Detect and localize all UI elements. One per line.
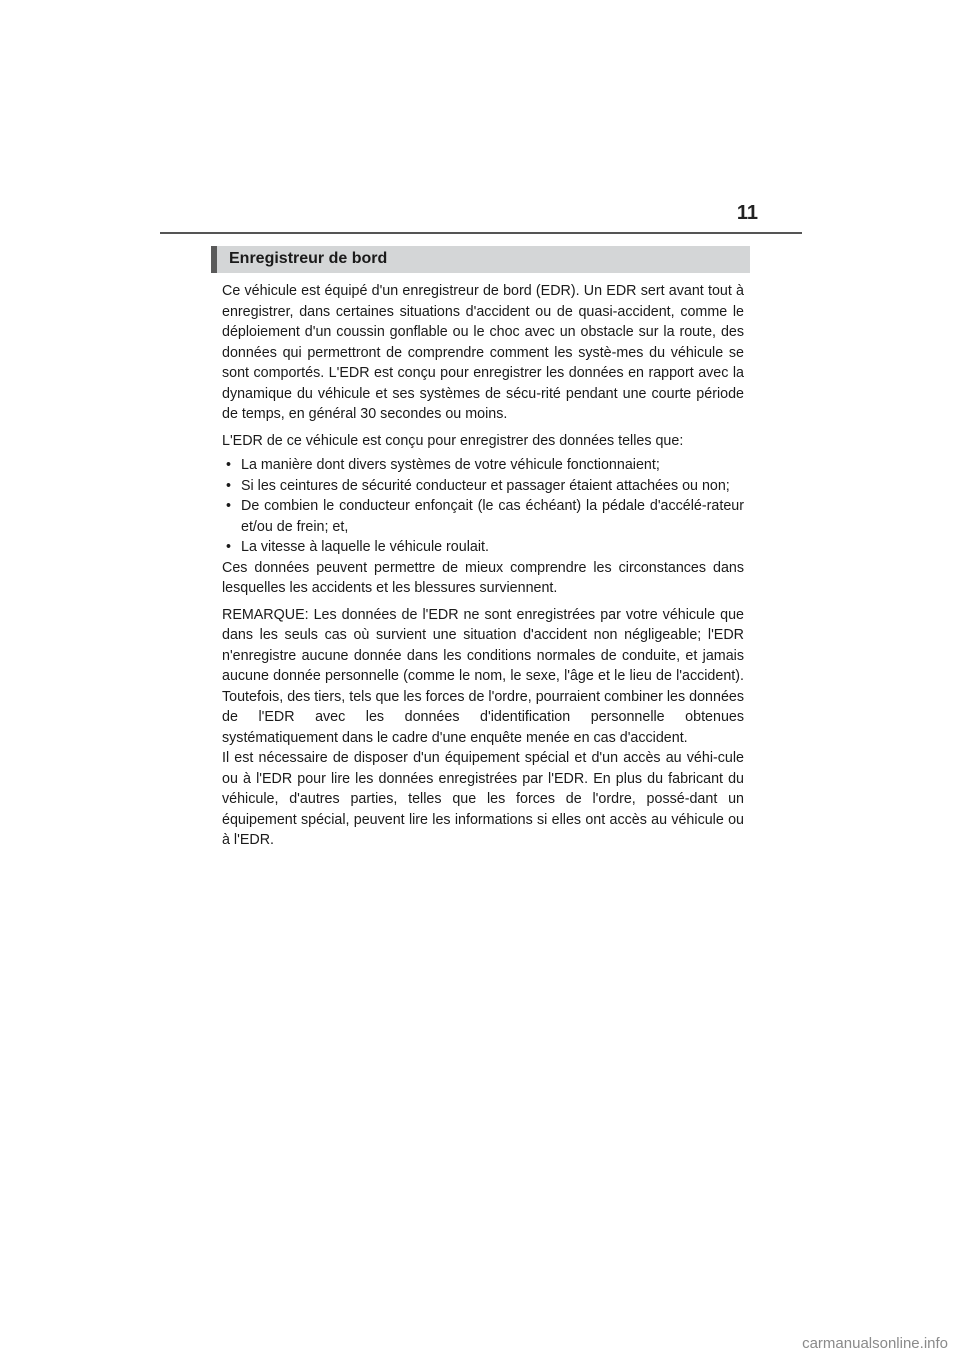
paragraph-edr-data-intro: L'EDR de ce véhicule est conçu pour enregistrer des données telles que: bbox=[222, 432, 684, 449]
section-header bbox=[211, 246, 750, 273]
list-item: • Si les ceintures de sécurité conducteur et passager étaient attachées ou non; bbox=[222, 476, 744, 497]
paragraph-edr-intro: Ce véhicule est équipé d'un enregistreur de bord (EDR). Un EDR sert avant tout à enregistrer, dans certaines situations d'accident ou de quasi-accident, comme le déploiement d'un coussin gonflable ou le choc avec un obstacle sur la route, des données qui permettront de comprendre comment les systè-mes du véhicule se sont comportés. L'EDR est conçu pour enregistrer les données en rapport avec la dynamique du véhicule et ses systèmes de sécu-rité pendant une courte période de temps, en général 30 secondes ou moins. bbox=[222, 283, 744, 422]
recorded-data-list bbox=[222, 455, 744, 558]
list-item: • La vitesse à laquelle le véhicule roulait. bbox=[222, 537, 744, 558]
section-title: Enregistreur de bord bbox=[229, 250, 388, 267]
header-rule bbox=[160, 232, 802, 234]
list-item: • De combien le conducteur enfonçait (le cas échéant) la pédale d'accélé-rateur et/ou de frein; et, bbox=[222, 496, 744, 537]
list-item: • La manière dont divers systèmes de votre véhicule fonctionnaient; bbox=[222, 455, 744, 476]
watermark-link[interactable]: carmanualsonline.info bbox=[802, 1335, 948, 1352]
section-content bbox=[222, 281, 744, 851]
page-number: 11 bbox=[736, 202, 758, 224]
paragraph-circumstances: Ces données peuvent permettre de mieux comprendre les circonstances dans lesquelles les accidents et les blessures surviennent. bbox=[222, 559, 744, 596]
paragraph-remark: REMARQUE: Les données de l'EDR ne sont enregistrées par votre véhicule que dans les seuls cas où survient une situation d'accident non négligeable; l'EDR n'enregistre aucune donnée dans les conditions normales de conduite, et jamais aucune donnée personnelle (comme le nom, le sexe, l'âge et le lieu de l'accident). Toutefois, des tiers, tels que les forces de l'ordre, pourraient combiner les données de l'EDR avec les données d'identification personnelle obtenues systématiquement dans le cadre d'une enquête menée en cas d'accident. bbox=[222, 606, 744, 746]
paragraph-special-equipment: Il est nécessaire de disposer d'un équipement spécial et d'un accès au véhi-cule ou à l'EDR pour lire les données enregistrées par l'EDR. En plus du fabricant du véhicule, d'autres parties, telles que les forces de l'ordre, possé-dant un équipement spécial, peuvent lire les informations si elles ont accès au véhicule ou à l'EDR. bbox=[222, 750, 744, 848]
